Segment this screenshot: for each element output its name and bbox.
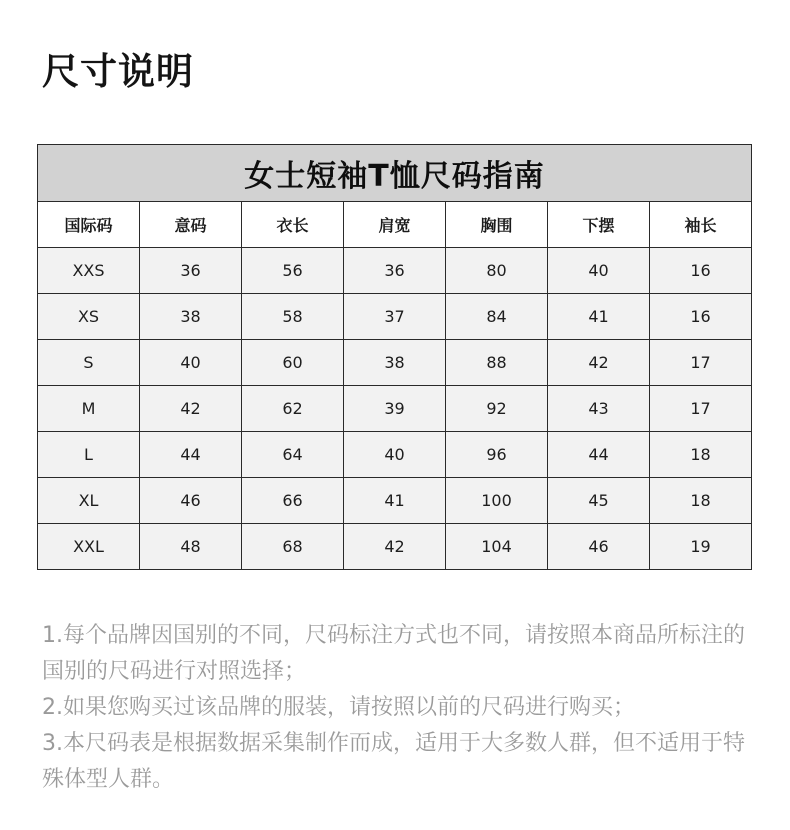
table-cell: 36 <box>140 248 242 294</box>
table-cell: 43 <box>548 386 650 432</box>
table-cell: XS <box>38 294 140 340</box>
table-cell: 68 <box>242 524 344 570</box>
table-cell: 92 <box>446 386 548 432</box>
header-italian-size: 意码 <box>140 202 242 248</box>
table-cell: 58 <box>242 294 344 340</box>
header-hem: 下摆 <box>548 202 650 248</box>
table-cell: 46 <box>140 478 242 524</box>
table-title-row <box>38 145 752 202</box>
header-sleeve: 袖长 <box>650 202 752 248</box>
table-cell: 40 <box>140 340 242 386</box>
table-cell: 39 <box>344 386 446 432</box>
table-cell: 104 <box>446 524 548 570</box>
table-cell: 44 <box>548 432 650 478</box>
table-cell: 66 <box>242 478 344 524</box>
table-cell: 19 <box>650 524 752 570</box>
table-cell: XL <box>38 478 140 524</box>
header-length: 衣长 <box>242 202 344 248</box>
table-cell: 42 <box>140 386 242 432</box>
table-cell: 60 <box>242 340 344 386</box>
size-notes <box>42 618 754 798</box>
table-cell: 17 <box>650 386 752 432</box>
table-cell: S <box>38 340 140 386</box>
table-cell: 16 <box>650 294 752 340</box>
note-item: 3.本尺码表是根据数据采集制作而成，适用于大多数人群，但不适用于特殊体型人群。 <box>42 731 745 792</box>
table-row <box>38 248 752 294</box>
table-cell: 38 <box>140 294 242 340</box>
table-cell: 64 <box>242 432 344 478</box>
table-cell: 80 <box>446 248 548 294</box>
table-cell: 42 <box>548 340 650 386</box>
table-row <box>38 386 752 432</box>
table-cell: 46 <box>548 524 650 570</box>
table-cell: 36 <box>344 248 446 294</box>
table-cell: 62 <box>242 386 344 432</box>
table-cell: XXS <box>38 248 140 294</box>
table-cell: 16 <box>650 248 752 294</box>
table-cell: XXL <box>38 524 140 570</box>
table-cell: 100 <box>446 478 548 524</box>
size-chart-table <box>37 144 752 570</box>
table-cell: 38 <box>344 340 446 386</box>
table-row <box>38 340 752 386</box>
table-cell: L <box>38 432 140 478</box>
table-cell: M <box>38 386 140 432</box>
table-cell: 17 <box>650 340 752 386</box>
note-item: 1.每个品牌因国别的不同，尺码标注方式也不同，请按照本商品所标注的国别的尺码进行对照选择； <box>42 623 745 684</box>
table-row <box>38 524 752 570</box>
table-cell: 18 <box>650 478 752 524</box>
table-cell: 56 <box>242 248 344 294</box>
page-heading: 尺寸说明 <box>42 50 194 93</box>
header-intl-size: 国际码 <box>38 202 140 248</box>
table-cell: 41 <box>548 294 650 340</box>
table-cell: 44 <box>140 432 242 478</box>
table-body <box>38 248 752 570</box>
table-title: 女士短袖T恤尺码指南 <box>38 145 752 202</box>
table-cell: 41 <box>344 478 446 524</box>
table-cell: 45 <box>548 478 650 524</box>
table-row <box>38 432 752 478</box>
table-row <box>38 478 752 524</box>
table-cell: 37 <box>344 294 446 340</box>
header-chest: 胸围 <box>446 202 548 248</box>
table-row <box>38 294 752 340</box>
table-cell: 88 <box>446 340 548 386</box>
table-cell: 40 <box>344 432 446 478</box>
table-cell: 18 <box>650 432 752 478</box>
header-shoulder: 肩宽 <box>344 202 446 248</box>
table-header-row <box>38 202 752 248</box>
table-cell: 84 <box>446 294 548 340</box>
note-item: 2.如果您购买过该品牌的服装，请按照以前的尺码进行购买； <box>42 695 635 720</box>
table-cell: 48 <box>140 524 242 570</box>
table-cell: 96 <box>446 432 548 478</box>
table-cell: 40 <box>548 248 650 294</box>
table-cell: 42 <box>344 524 446 570</box>
